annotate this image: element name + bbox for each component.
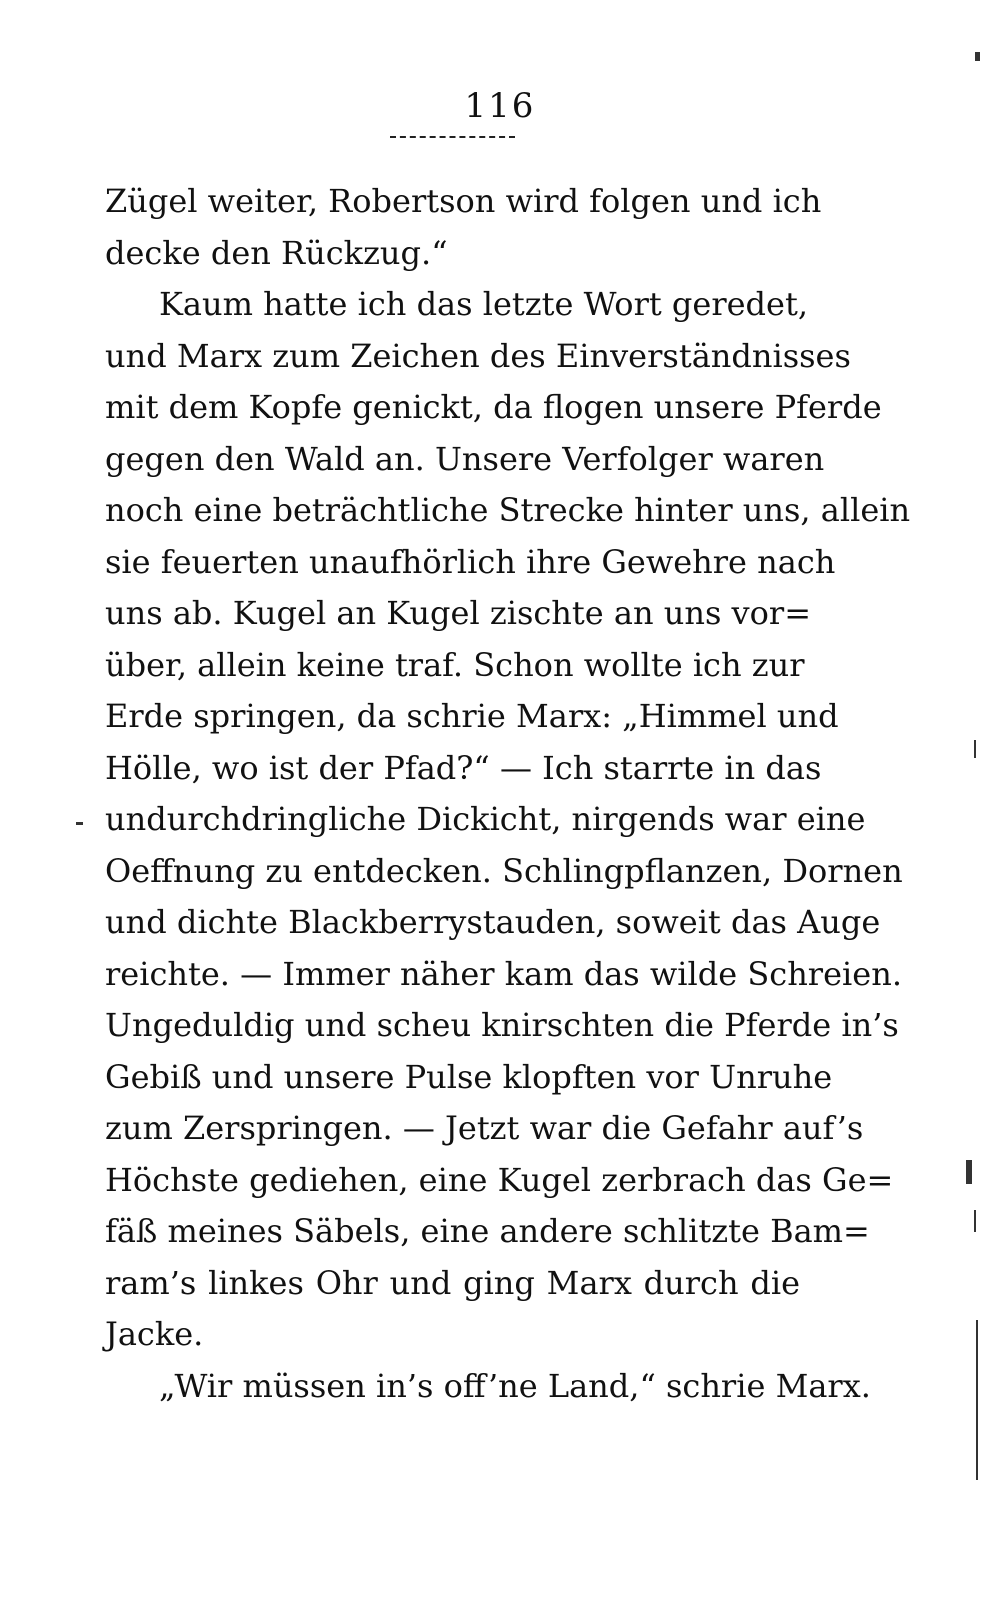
text-line: Ungeduldig und scheu knirschten die Pferde in’s <box>105 1006 899 1044</box>
scan-speck <box>76 822 83 825</box>
text-line: decke den Rückzug.“ <box>105 233 448 272</box>
text-line: Kaum hatte ich das letzte Wort geredet, <box>159 285 808 323</box>
text-line: undurchdringliche Dickicht, nirgends war eine <box>105 800 866 838</box>
text-line: Erde springen, da schrie Marx: „Himmel und <box>105 697 839 735</box>
text-line: Oeffnung zu entdecken. Schlingpflanzen, Dornen <box>105 851 903 890</box>
text-line: ram’s linkes Ohr und ging Marx durch die <box>105 1263 800 1302</box>
text-line: Gebiß und unsere Pulse klopften vor Unruhe <box>105 1057 833 1096</box>
text-line: gegen den Wald an. Unsere Verfolger waren <box>105 439 825 478</box>
scan-speck <box>976 1320 978 1480</box>
text-line: mit dem Kopfe genickt, da flogen unsere Pferde <box>105 388 882 426</box>
text-line: fäß meines Säbels, eine andere schlitzte Bam= <box>105 1212 870 1250</box>
text-line: zum Zerspringen. — Jetzt war die Gefahr auf’s <box>105 1109 864 1147</box>
body-text <box>105 176 911 1412</box>
scan-speck <box>966 1160 972 1184</box>
text-line: reichte. — Immer näher kam das wilde Schreien. <box>105 954 902 993</box>
text-line: „Wir müssen in’s off’ne Land,“ schrie Marx. <box>159 1366 871 1405</box>
text-line: und dichte Blackberrystauden, soweit das Auge <box>105 903 881 941</box>
text-line: und Marx zum Zeichen des Einverständnisses <box>105 336 851 375</box>
page-number: 116 <box>464 86 536 126</box>
text-line: Jacke. <box>105 1315 204 1353</box>
text-line: uns ab. Kugel an Kugel zischte an uns vor= <box>105 594 811 632</box>
scan-speck <box>974 1210 976 1232</box>
text-line: noch eine beträchtliche Strecke hinter uns, allein <box>105 491 911 529</box>
scan-speck <box>975 52 980 61</box>
text-line: Hölle, wo ist der Pfad?“ — Ich starrte in das <box>105 748 822 787</box>
page-number-rule <box>390 136 515 138</box>
text-line: Höchste gediehen, eine Kugel zerbrach das Ge= <box>105 1160 894 1199</box>
text-line: Zügel weiter, Robertson wird folgen und ich <box>105 182 822 220</box>
scan-speck <box>974 740 976 758</box>
text-line: sie feuerten unaufhörlich ihre Gewehre nach <box>105 542 836 581</box>
text-line: über, allein keine traf. Schon wollte ich zur <box>105 645 805 684</box>
